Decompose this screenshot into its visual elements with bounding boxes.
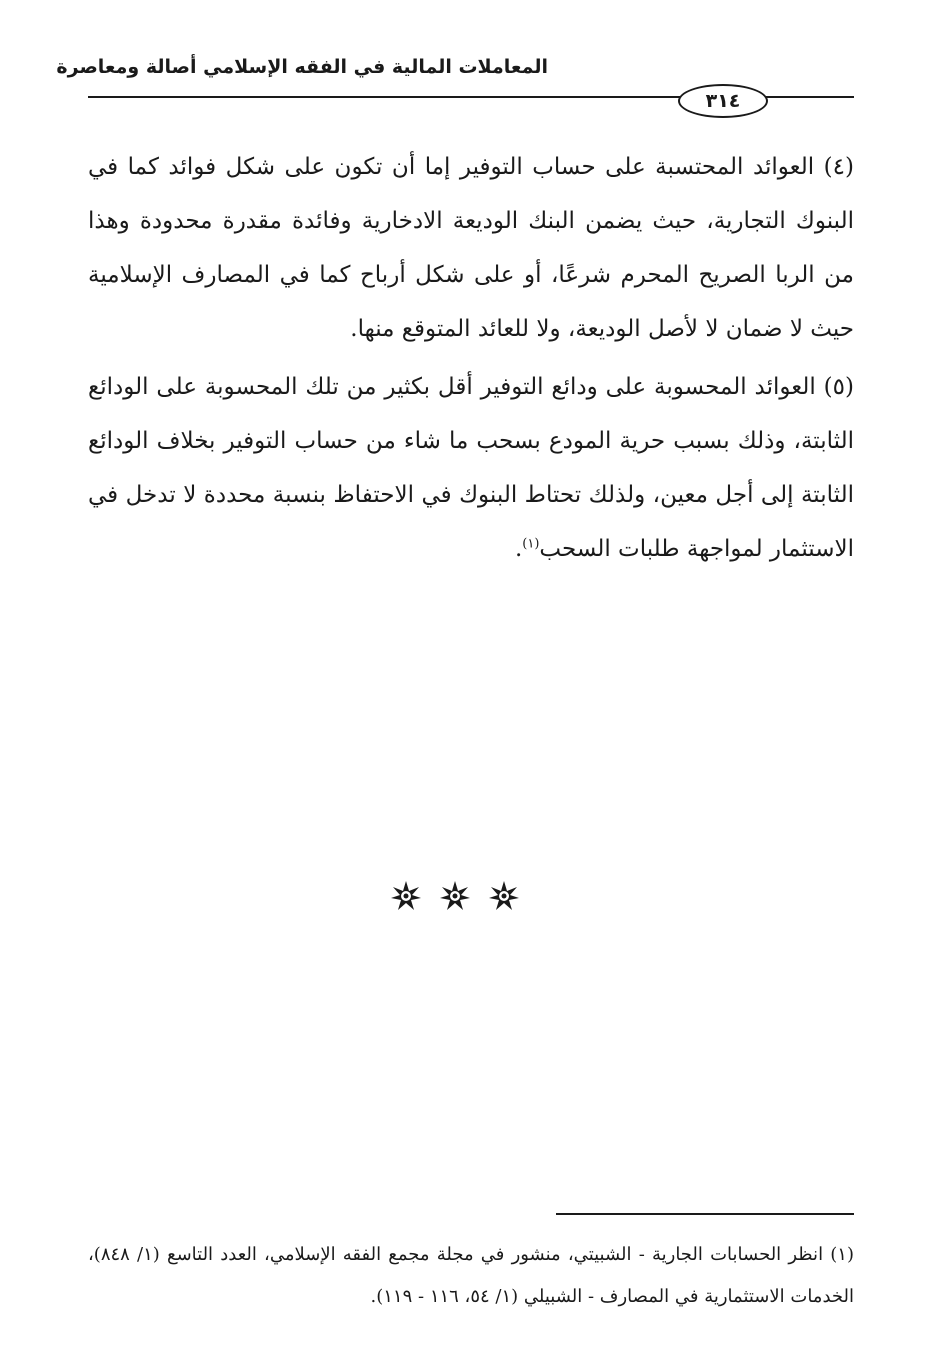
body-text [88,140,854,580]
footnote-reference[interactable]: (١) [522,536,540,552]
flower-ornament-icon [390,880,422,912]
flower-ornament-icon [439,880,471,912]
paragraph-5 [88,360,854,576]
footnote-separator [556,1213,854,1215]
paragraph-text: (٥) العوائد المحسوبة على ودائع التوفير أقل بكثير من تلك المحسوبة على الودائع الثابتة، وذلك بسبب حرية المودع بسحب ما شاء من حساب التوفير بخلاف الودائع الثابتة إلى أجل معين، ولذلك تحتاط البنوك في الاحتفاظ بنسبة محددة لا تدخل في الاستثمار لمواجهة طلبات السحب [88,374,854,562]
page-number: ٣١٤ [678,84,768,118]
section-ornament [390,880,520,912]
flower-ornament-icon [488,880,520,912]
footnote-1: (١) انظر الحسابات الجارية - الشبيتي، منشور في مجلة مجمع الفقه الإسلامي، العدد التاسع (١/ ٨٤٨)، الخدمات الاستثمارية في المصارف - الشبيلي (١/ ٥٤، ١١٦ - ١١٩). [88,1244,854,1307]
paragraph-4 [88,140,854,356]
paragraph-end: . [514,536,523,562]
running-title: المعاملات المالية في الفقه الإسلامي أصالة ومعاصرة [56,56,548,78]
paragraph-text: (٤) العوائد المحتسبة على حساب التوفير إما أن تكون على شكل فوائد كما في البنوك التجارية، حيث يضمن البنك الوديعة الادخارية وفائدة مقدرة محدودة وهذا من الربا الصريح المحرم شرعًا، أو على شكل أرباح كما في المصارف الإسلامية حيث لا ضمان لا لأصل الوديعة، ولا للعائد المتوقع منها. [88,154,854,342]
